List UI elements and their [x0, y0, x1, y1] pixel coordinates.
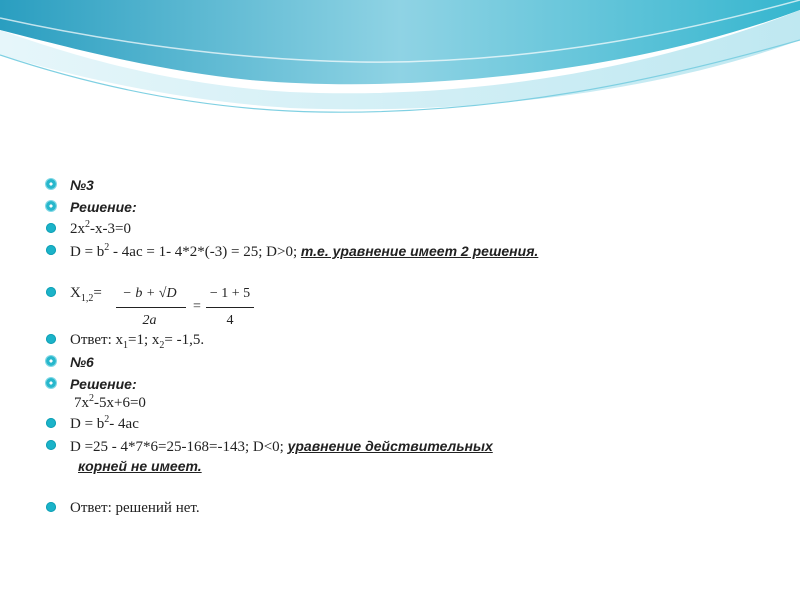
problem-6-discriminant-formula-line [0, 414, 800, 436]
equation: $7x^2-5x+6=0$ [74, 393, 146, 411]
problem-number: №6 [70, 354, 94, 370]
bullet-icon [46, 179, 56, 189]
formula-lhs-numerator: − b + √D [122, 286, 177, 301]
problem-3-answer-line [0, 330, 800, 352]
problem-6-equation-line [0, 393, 800, 415]
bullet-icon [46, 440, 56, 450]
answer: Ответ: решений нет. [70, 500, 200, 516]
bullet-icon [46, 201, 56, 211]
discriminant-formula: $D = b^2-$ 4ac [70, 414, 139, 432]
formula-rhs-bar [206, 307, 254, 308]
solution-label: Решение: [70, 199, 137, 215]
discriminant-note: уравнение действительных [287, 438, 493, 454]
problem-6-discriminant-value-line [0, 436, 800, 458]
answer: Ответ: $x_1=1$; $x_2= -1,5$. [70, 332, 205, 351]
problem-6-note-cont-line [0, 456, 800, 478]
discriminant-value: D =25 - 4*7*6=25-168=-143; D<0; уравнение действительных [70, 438, 493, 455]
problem-3-number-line [0, 175, 800, 197]
problem-3-discriminant-line [0, 241, 800, 263]
equation: $2x^2-x-3=0$ [70, 219, 131, 237]
formula-rhs-numerator: − 1 + 5 [209, 286, 251, 301]
formula-rhs-denominator: 4 [226, 313, 234, 328]
problem-3-solution-label-line [0, 197, 800, 219]
bullet-icon [46, 356, 56, 366]
bullet-icon [46, 287, 56, 297]
roots-label: $X_{1,2}=$ [70, 285, 102, 304]
header-wave-decoration [0, 0, 800, 120]
discriminant-note-continued: корней не имеет. [78, 458, 202, 474]
formula-lhs-denominator: 2a [142, 313, 157, 328]
formula-lhs-bar [116, 307, 186, 308]
formula-equals: = [193, 299, 201, 314]
bullet-icon [46, 223, 56, 233]
bullet-icon [46, 245, 56, 255]
roots-formula [112, 286, 262, 332]
bullet-icon [46, 502, 56, 512]
bullet-icon [46, 378, 56, 388]
problem-6-answer-line [0, 498, 800, 520]
discriminant-note: т.е. уравнение имеет 2 решения. [300, 243, 539, 259]
discriminant-text: $D = b^2 - 4ac = 1-$ 4*2*(-3) = 25; D>0; т.е. уравнение имеет 2 решения. [70, 242, 539, 260]
bullet-icon [46, 418, 56, 428]
problem-number: №3 [70, 177, 94, 193]
problem-6-number-line [0, 352, 800, 374]
bullet-icon [46, 334, 56, 344]
solution-label: Решение: [70, 376, 137, 392]
problem-3-equation-line [0, 219, 800, 241]
